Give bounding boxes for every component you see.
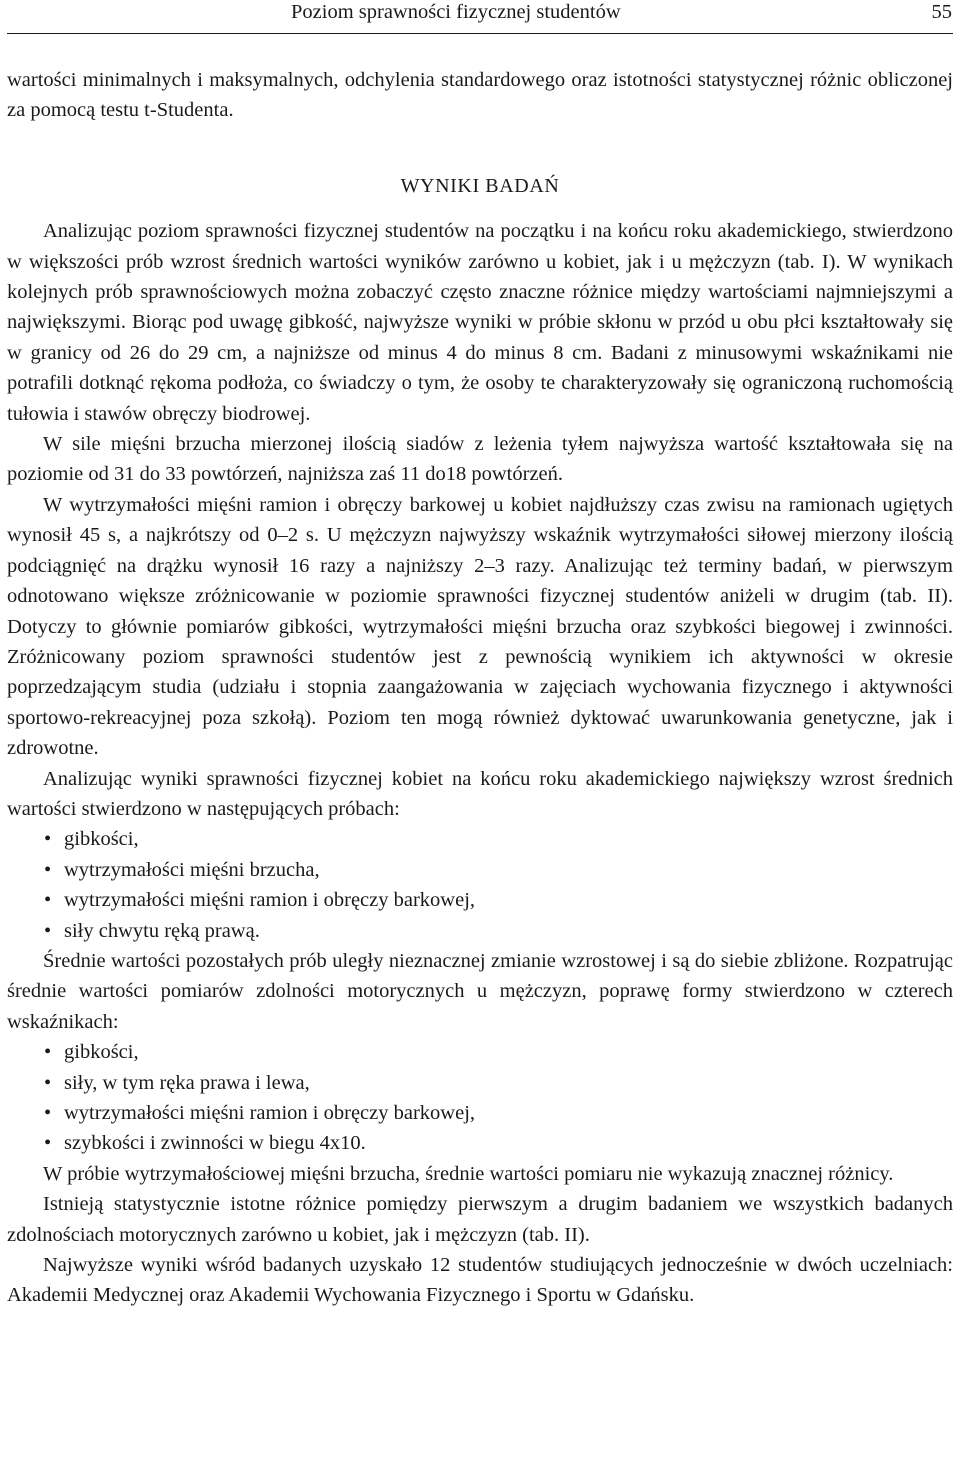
men-improvement-list bbox=[7, 1037, 953, 1159]
list-item: • szybkości i zwinności w biegu 4x10. bbox=[7, 1128, 953, 1158]
paragraph-women-intro: Analizując wyniki sprawności fizycznej kobiet na końcu roku akademickiego największy wzrost średnich wartości stwierdzono w następujących próbach: bbox=[7, 767, 953, 820]
paragraph-men-intro: Średnie wartości pozostałych prób uległy nieznacznej zmianie wzrostowej i są do siebie zbliżone. Rozpatrując średnie wartości pomiarów zdolności motorycznych u mężczyzn, poprawę formy stwierdzono w czterech wskaźnikach: bbox=[7, 949, 953, 1033]
lead-paragraph: wartości minimalnych i maksymalnych, odchylenia standardowego oraz istotności statystycznej różnic obliczonej za pomocą testu t-Studenta. bbox=[7, 69, 953, 122]
list-item: • gibkości, bbox=[7, 1037, 953, 1067]
women-improvement-list bbox=[7, 824, 953, 946]
body-text bbox=[7, 65, 953, 1311]
section-heading: WYNIKI BADAŃ bbox=[400, 174, 560, 197]
running-title: Poziom sprawności fizycznej studentów bbox=[291, 1, 621, 23]
page-number: 55 bbox=[931, 1, 952, 23]
paragraph-abdominal-strength: W sile mięśni brzucha mierzonej ilością siadów z leżenia tyłem najwyższa wartość kształtowała się na poziomie od 31 do 33 powtórzeń, najniższa zaś 11 do18 powtórzeń. bbox=[7, 433, 953, 486]
paragraph-arm-endurance: W wytrzymałości mięśni ramion i obręczy barkowej u kobiet najdłuższy czas zwisu na ramionach ugiętych wynosił 45 s, a najkrótszy od 0–2 s. U mężczyzn najwyższy wskaźnik wytrzymałości siłowej mierzony ilością podciągnięć na drążku wynosił 16 razy a najniższy 2–3 razy. Analizując też terminy badań, w pierwszym odnotowano większe zróżnicowanie w poziomie sprawności fizycznej studentów aniżeli w drugim (tab. II). Dotyczy to głównie pomiarów gibkości, wytrzymałości mięśni brzucha oraz szybkości biegowej i zwinności. Zróżnicowany poziom sprawności studentów jest z pewnością wynikiem ich aktywności w okresie poprzedzającym studia (udziału i stopnia zaangażowania w zajęciach wychowania fizycznego i aktywności sportowo-rekreacyjnej poza szkołą). Poziom ten mogą również dyktować uwarunkowania genetyczne, jak i zdrowotne. bbox=[7, 493, 953, 760]
paragraph-abdominal-test: W próbie wytrzymałościowej mięśni brzucha, średnie wartości pomiaru nie wykazują znacznej różnicy. bbox=[43, 1162, 894, 1185]
list-item: • siły chwytu ręką prawą. bbox=[7, 916, 953, 946]
list-item: • wytrzymałości mięśni ramion i obręczy barkowej, bbox=[7, 885, 953, 915]
paragraph-top-results: Najwyższe wyniki wśród badanych uzyskało 12 studentów studiujących jednocześnie w dwóch uczelniach: Akademii Medycznej oraz Akademii Wychowania Fizycznego i Sportu w Gdańsku. bbox=[7, 1254, 953, 1307]
list-item: • wytrzymałości mięśni ramion i obręczy barkowej, bbox=[7, 1098, 953, 1128]
document-page bbox=[7, 0, 953, 1311]
list-item: • gibkości, bbox=[7, 824, 953, 854]
list-item: • wytrzymałości mięśni brzucha, bbox=[7, 855, 953, 885]
running-header bbox=[7, 0, 953, 34]
paragraph-results-overview: Analizując poziom sprawności fizycznej studentów na początku i na końcu roku akademickiego, stwierdzono w większości prób wzrost średnich wartości wyników zarówno u kobiet, jak i u mężczyzn (tab. I). W wynikach kolejnych prób sprawnościowych można zobaczyć często znaczne różnice między wartościami najmniejszymi a największymi. Biorąc pod uwagę gibkość, najwyższe wyniki w próbie skłonu w przód u obu płci kształtowały się w granicy od 26 do 29 cm, a najniższe od minus 4 do minus 8 cm. Badani z minusowymi wskaźnikami nie potrafili dotknąć rękoma podłoża, co świadczy o tym, że osoby te charakteryzowały się ograniczoną ruchomością tułowia i stawów obręczy biodrowej. bbox=[7, 220, 953, 425]
list-item: • siły, w tym ręka prawa i lewa, bbox=[7, 1068, 953, 1098]
paragraph-significance: Istnieją statystycznie istotne różnice pomiędzy pierwszym a drugim badaniem we wszystkich badanych zdolnościach motorycznych zarówno u kobiet, jak i mężczyzn (tab. II). bbox=[7, 1193, 953, 1246]
